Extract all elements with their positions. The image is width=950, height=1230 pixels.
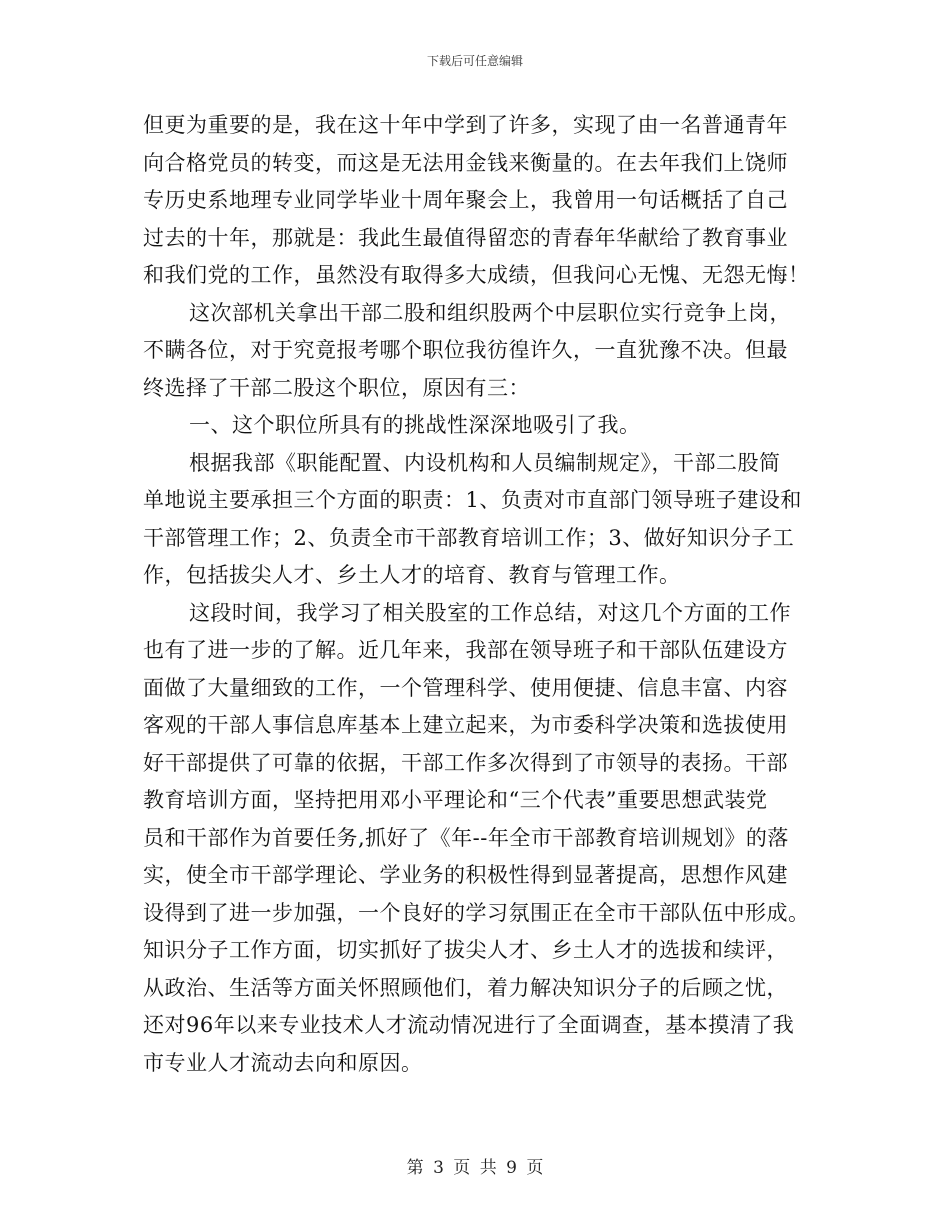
text-line: 过去的十年，那就是：我此生最值得留恋的青春年华献给了教育事业 <box>143 225 788 250</box>
text-line: 实，使全市干部学理论、学业务的积极性得到显著提高，思想作风建 <box>143 863 788 887</box>
text-line: 面做了大量细致的工作，一个管理科学、使用便捷、信息丰富、内容 <box>143 675 788 700</box>
text-line: 从政治、生活等方面关怀照顾他们，着力解决知识分子的后顾之忧， <box>143 975 788 1000</box>
text-line: 客观的干部人事信息库基本上建立起来，为市委科学决策和选拔使用 <box>143 713 788 737</box>
text-line: 设得到了进一步加强，一个良好的学习氛围正在全市干部队伍中形成。 <box>143 900 810 925</box>
paragraph-start-line: 根据我部《职能配置、内设机构和人员编制规定》，干部二股简 <box>189 450 781 475</box>
text-line: 也有了进一步的了解。近几年来，我部在领导班子和干部队伍建设方 <box>143 638 788 662</box>
paragraph-start-line: 这次部机关拿出干部二股和组织股两个中层职位实行竞争上岗， <box>189 300 791 325</box>
text-line: 市专业人才流动去向和原因。 <box>143 1050 423 1075</box>
page-number-footer: 第 3 页 共 9 页 <box>406 1158 544 1178</box>
text-line: 好干部提供了可靠的依据，干部工作多次得到了市领导的表扬。干部 <box>143 750 788 775</box>
text-line: 终选择了干部二股这个职位，原因有三： <box>143 375 530 400</box>
text-line: 教育培训方面，坚持把用邓小平理论和“三个代表”重要思想武装党 <box>143 788 768 812</box>
text-line: 知识分子工作方面，切实抓好了拔尖人才、乡土人才的选拔和续评， <box>143 938 788 962</box>
text-line: 专历史系地理专业同学毕业十周年聚会上，我曾用一句话概括了自己 <box>143 188 788 212</box>
page-header: 下载后可任意编辑 <box>426 54 523 68</box>
text-line: 作，包括拔尖人才、乡土人才的培育、教育与管理工作。 <box>143 563 681 587</box>
section-heading: 一、这个职位所具有的挑战性深深地吸引了我。 <box>189 413 641 437</box>
text-line: 员和干部作为首要任务,抓好了《年--年全市干部教育培训规划》的落 <box>143 825 789 850</box>
text-line: 不瞒各位，对于究竟报考哪个职位我彷徨许久，一直犹豫不决。但最 <box>143 338 788 362</box>
text-line: 还对96年以来专业技术人才流动情况进行了全面调查，基本摸清了我 <box>143 1013 795 1037</box>
text-line: 向合格党员的转变，而这是无法用金钱来衡量的。在去年我们上饶师 <box>143 150 788 175</box>
text-line: 干部管理工作；2、负责全市干部教育培训工作；3、做好知识分子工 <box>143 525 795 550</box>
text-line: 单地说主要承担三个方面的职责：1、负责对市直部门领导班子建设和 <box>143 488 802 512</box>
text-line: 和我们党的工作，虽然没有取得多大成绩，但我问心无愧、无怨无悔！ <box>143 263 810 287</box>
paragraph-start-line: 这段时间，我学习了相关股室的工作总结，对这几个方面的工作 <box>189 600 791 625</box>
document-body <box>143 107 813 1082</box>
text-line: 但更为重要的是，我在这十年中学到了许多，实现了由一名普通青年 <box>143 113 788 137</box>
